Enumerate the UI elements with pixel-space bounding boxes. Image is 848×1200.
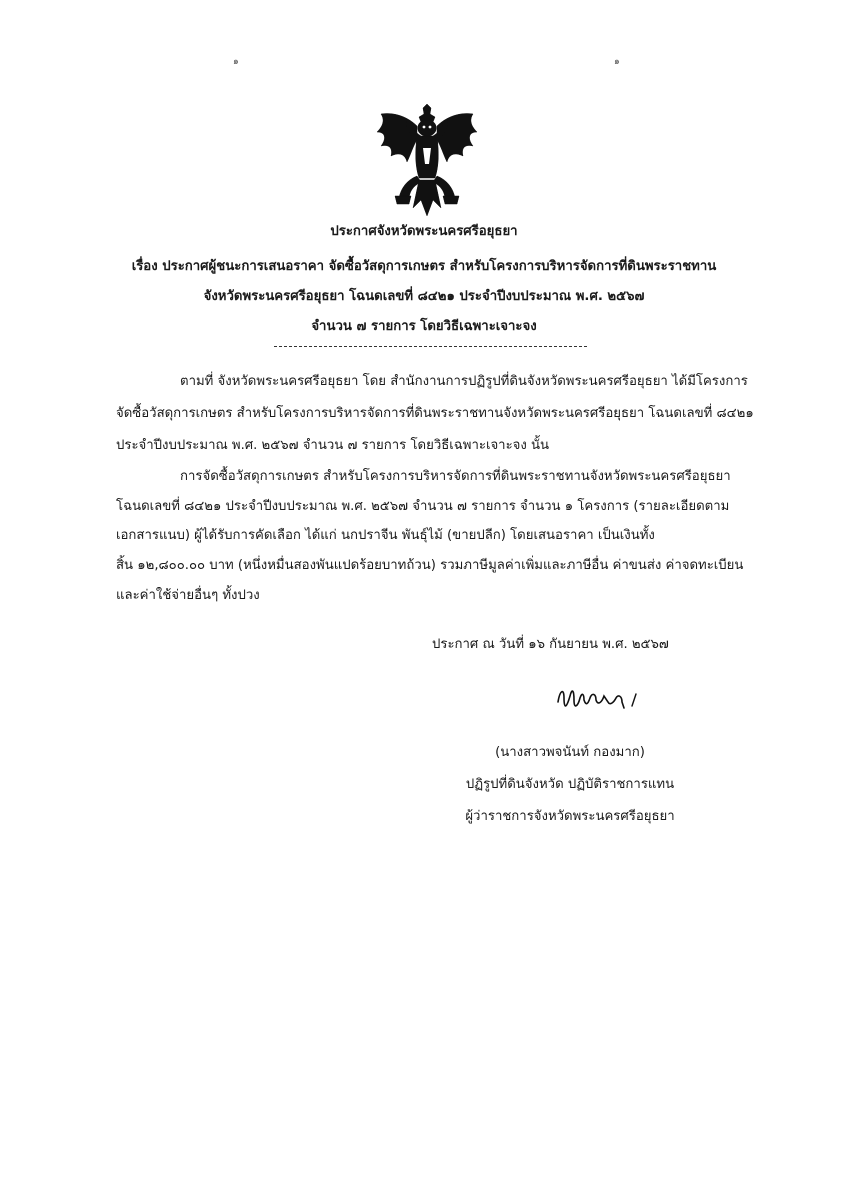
- paragraph-2-line-4: สิ้น ๑๒,๘๐๐.๐๐ บาท (หนึ่งหมื่นสองพันแปดร้อยบาทถ้วน) รวมภาษีมูลค่าเพิ่มและภาษีอื่น ค่าขนส่ง ค่าจดทะเบียน: [116, 558, 744, 573]
- page-mark-left: ๑: [233, 57, 239, 67]
- signatory-name: (นางสาวพจนันท์ กองมาก): [495, 745, 645, 760]
- announcement-date: ประกาศ ณ วันที่ ๑๖ กันยายน พ.ศ. ๒๕๖๗: [432, 637, 669, 652]
- paragraph-2-line-3: เอกสารแนบ) ผู้ได้รับการคัดเลือก ได้แก่ นกปราจีน พันธุ์ไม้ (ขายปลีก) โดยเสนอราคา เป็นเงินทั้ง: [116, 528, 655, 543]
- signatory-position: ปฏิรูปที่ดินจังหวัด ปฏิบัติราชการแทน: [465, 777, 675, 792]
- subject-line-1: เรื่อง ประกาศผู้ชนะการเสนอราคา จัดซื้อวัสดุการเกษตร สำหรับโครงการบริหารจัดการที่ดินพระราชทาน: [131, 259, 717, 274]
- signature-mark: [552, 680, 652, 720]
- signatory-office: ผู้ว่าราชการจังหวัดพระนครศรีอยุธยา: [465, 809, 675, 824]
- paragraph-2-line-2: โฉนดเลขที่ ๘๔๒๑ ประจำปีงบประมาณ พ.ศ. ๒๕๖๗ จำนวน ๗ รายการ จำนวน ๑ โครงการ (รายละเอียดตาม: [116, 499, 730, 514]
- subject-line-3: จำนวน ๗ รายการ โดยวิธีเฉพาะเจาะจง: [311, 319, 537, 334]
- garuda-emblem-icon: [373, 104, 481, 216]
- paragraph-1-line-1: ตามที่ จังหวัดพระนครศรีอยุธยา โดย สำนักงานการปฏิรูปที่ดินจังหวัดพระนครศรีอยุธยา ได้มีโครงการ: [180, 374, 748, 389]
- paragraph-1-line-3: ประจำปีงบประมาณ พ.ศ. ๒๕๖๗ จำนวน ๗ รายการ โดยวิธีเฉพาะเจาะจง นั้น: [116, 438, 550, 453]
- announcement-title: ประกาศจังหวัดพระนครศรีอยุธยา: [330, 224, 518, 239]
- paragraph-1-line-2: จัดซื้อวัสดุการเกษตร สำหรับโครงการบริหารจัดการที่ดินพระราชทานจังหวัดพระนครศรีอยุธยา โฉนดเลขที่ ๘๔๒๑: [116, 406, 754, 421]
- page-mark-right: ๑: [614, 57, 620, 67]
- paragraph-2-line-5: และค่าใช้จ่ายอื่นๆ ทั้งปวง: [116, 588, 260, 603]
- paragraph-2-line-1: การจัดซื้อวัสดุการเกษตร สำหรับโครงการบริหารจัดการที่ดินพระราชทานจังหวัดพระนครศรีอยุธยา: [180, 469, 731, 484]
- separator-rule: [274, 346, 587, 347]
- subject-line-2: จังหวัดพระนครศรีอยุธยา โฉนดเลขที่ ๘๔๒๑ ประจำปีงบประมาณ พ.ศ. ๒๕๖๗: [203, 289, 645, 304]
